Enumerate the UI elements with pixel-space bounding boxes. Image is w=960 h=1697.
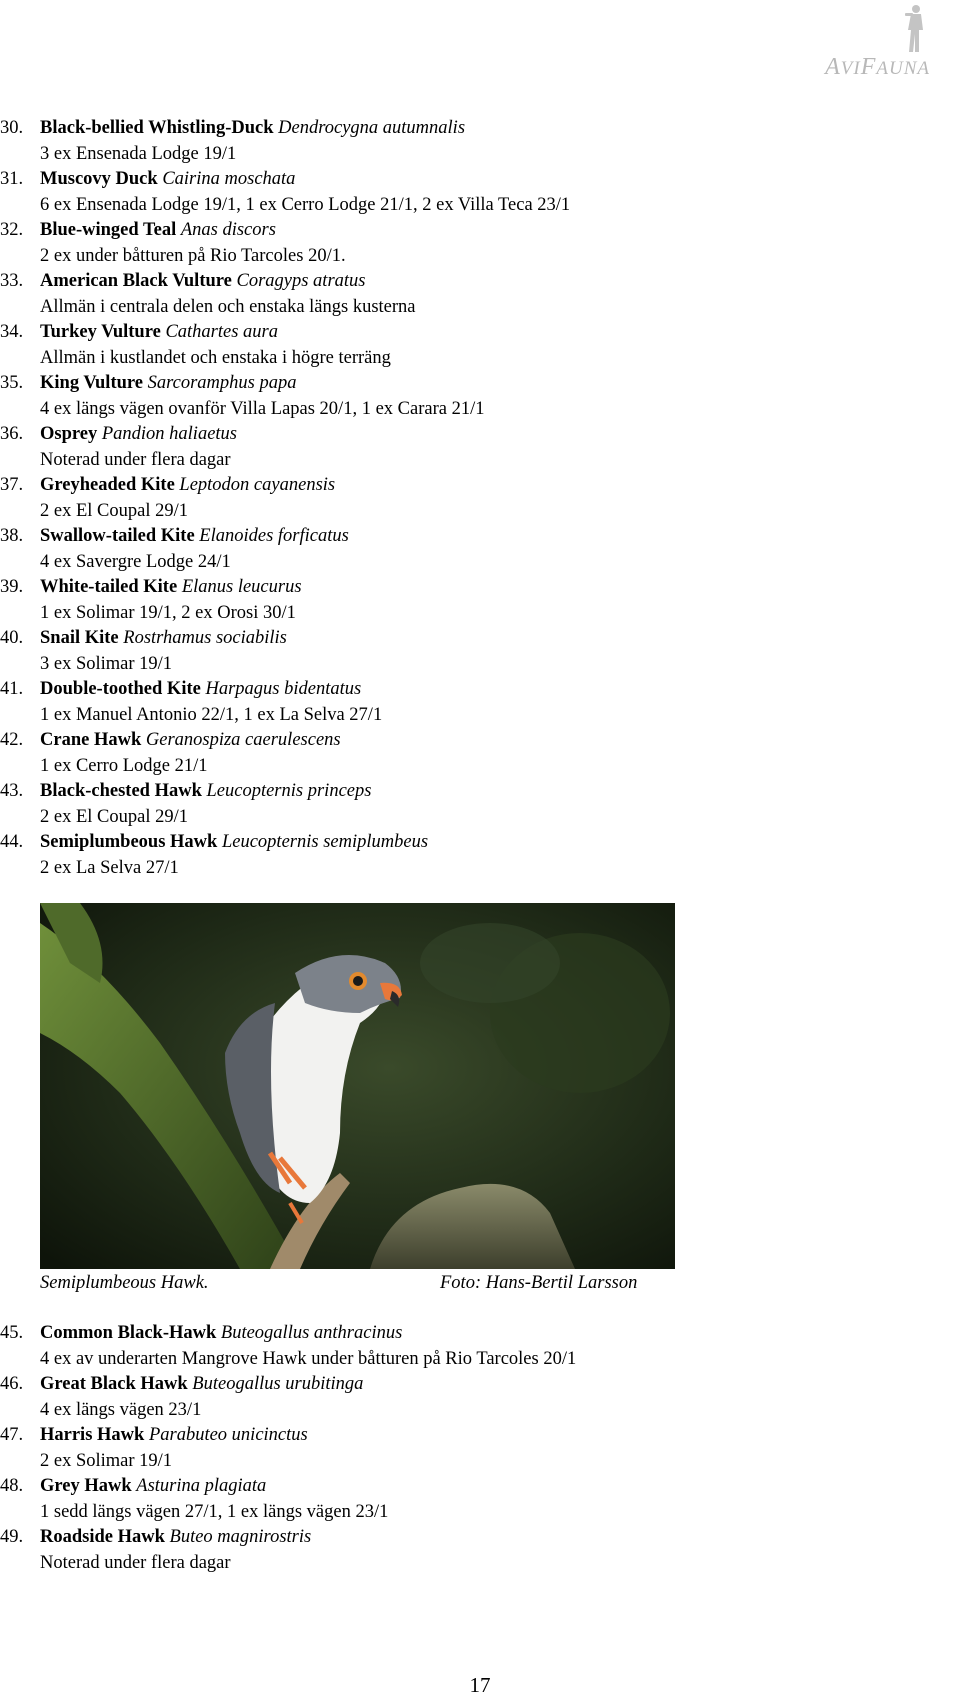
species-number: 43. <box>0 781 24 801</box>
species-name-line <box>0 422 960 448</box>
species-observation: 4 ex längs vägen ovanför Villa Lapas 20/1, 1 ex Carara 21/1 <box>40 398 485 419</box>
species-observation: 1 ex Cerro Lodge 21/1 <box>40 755 208 776</box>
species-common-name: Swallow-tailed Kite <box>40 526 195 546</box>
logo-wordmark: AVIFAUNA <box>825 54 930 80</box>
species-name-line <box>0 1423 960 1449</box>
species-scientific-name: Parabuteo unicinctus <box>148 1425 308 1445</box>
species-name-line <box>0 269 960 295</box>
species-observation: Noterad under flera dagar <box>40 1552 231 1573</box>
species-scientific-name: Anas discors <box>180 220 276 240</box>
species-common-name: Crane Hawk <box>40 730 142 750</box>
species-common-name: King Vulture <box>40 373 143 393</box>
species-scientific-name: Buteogallus anthracinus <box>220 1323 403 1343</box>
species-scientific-name: Sarcoramphus papa <box>147 373 297 393</box>
species-scientific-name: Cathartes aura <box>165 322 278 342</box>
species-common-name: Grey Hawk <box>40 1476 132 1496</box>
species-common-name: Snail Kite <box>40 628 119 648</box>
species-common-name: Roadside Hawk <box>40 1527 165 1547</box>
species-number: 40. <box>0 628 24 648</box>
species-common-name: White-tailed Kite <box>40 577 178 597</box>
species-number: 32. <box>0 220 24 240</box>
species-number: 41. <box>0 679 24 699</box>
species-common-name: Osprey <box>40 424 98 444</box>
species-number: 30. <box>0 118 24 138</box>
species-scientific-name: Rostrhamus sociabilis <box>123 628 287 648</box>
species-scientific-name: Geranospiza caerulescens <box>145 730 341 750</box>
avifauna-logo <box>780 4 930 80</box>
species-entry <box>0 1525 960 1576</box>
species-name-line <box>0 575 960 601</box>
species-name-line <box>0 830 960 856</box>
species-entry <box>0 1474 960 1525</box>
species-scientific-name: Coragyps atratus <box>236 271 366 291</box>
species-scientific-name: Dendrocygna autumnalis <box>278 118 466 138</box>
species-observation: 2 ex Solimar 19/1 <box>40 1450 173 1471</box>
species-common-name: Blue-winged Teal <box>40 220 177 240</box>
species-entry <box>0 167 960 218</box>
species-list-top <box>0 116 960 881</box>
species-list-bottom <box>0 1321 960 1576</box>
species-name-line <box>0 1321 960 1347</box>
species-name-line <box>0 626 960 652</box>
species-entry <box>0 116 960 167</box>
species-scientific-name: Elanoides forficatus <box>199 526 349 546</box>
species-common-name: Turkey Vulture <box>40 322 161 342</box>
species-entry <box>0 473 960 524</box>
species-number: 31. <box>0 169 24 189</box>
species-name-line <box>0 524 960 550</box>
semiplumbeous-hawk-photo <box>40 903 675 1269</box>
species-scientific-name: Harpagus bidentatus <box>205 679 362 699</box>
species-entry <box>0 218 960 269</box>
species-number: 49. <box>0 1527 24 1547</box>
species-common-name: Semiplumbeous Hawk <box>40 832 218 852</box>
species-number: 45. <box>0 1323 24 1343</box>
species-scientific-name: Cairina moschata <box>162 169 296 189</box>
species-name-line <box>0 728 960 754</box>
species-number: 47. <box>0 1425 24 1445</box>
species-scientific-name: Pandion haliaetus <box>101 424 237 444</box>
species-common-name: Great Black Hawk <box>40 1374 188 1394</box>
species-number: 46. <box>0 1374 24 1394</box>
species-observation: 4 ex längs vägen 23/1 <box>40 1399 202 1420</box>
species-common-name: Harris Hawk <box>40 1425 145 1445</box>
species-observation: Noterad under flera dagar <box>40 449 231 470</box>
species-entry <box>0 830 960 881</box>
species-name-line <box>0 473 960 499</box>
species-common-name: Greyheaded Kite <box>40 475 175 495</box>
species-entry <box>0 1423 960 1474</box>
species-observation: 2 ex La Selva 27/1 <box>40 857 179 878</box>
species-observation: 3 ex Ensenada Lodge 19/1 <box>40 143 237 164</box>
birdwatcher-silhouette-icon <box>902 4 928 54</box>
species-entry <box>0 524 960 575</box>
species-scientific-name: Buteogallus urubitinga <box>192 1374 364 1394</box>
species-common-name: Common Black-Hawk <box>40 1323 217 1343</box>
species-observation: 1 ex Manuel Antonio 22/1, 1 ex La Selva 27/1 <box>40 704 383 725</box>
page-number: 17 <box>469 1673 491 1697</box>
species-common-name: Double-toothed Kite <box>40 679 201 699</box>
species-name-line <box>0 779 960 805</box>
species-entry <box>0 1321 960 1372</box>
photo-caption: Semiplumbeous Hawk. <box>40 1273 209 1293</box>
species-number: 35. <box>0 373 24 393</box>
species-name-line <box>0 1372 960 1398</box>
species-entry <box>0 728 960 779</box>
species-number: 33. <box>0 271 24 291</box>
species-observation: 4 ex av underarten Mangrove Hawk under båtturen på Rio Tarcoles 20/1 <box>40 1348 577 1369</box>
species-name-line <box>0 320 960 346</box>
species-number: 37. <box>0 475 24 495</box>
species-name-line <box>0 1474 960 1500</box>
species-entry <box>0 1372 960 1423</box>
species-entry <box>0 320 960 371</box>
species-common-name: Black-chested Hawk <box>40 781 202 801</box>
species-observation: 4 ex Savergre Lodge 24/1 <box>40 551 231 572</box>
species-scientific-name: Leptodon cayanensis <box>179 475 336 495</box>
species-number: 34. <box>0 322 24 342</box>
species-observation: 1 sedd längs vägen 27/1, 1 ex längs vägen 23/1 <box>40 1501 389 1522</box>
species-entry <box>0 626 960 677</box>
species-observation: 2 ex under båtturen på Rio Tarcoles 20/1. <box>40 245 346 266</box>
species-number: 36. <box>0 424 24 444</box>
species-observation: 2 ex El Coupal 29/1 <box>40 500 188 521</box>
species-scientific-name: Leucopternis princeps <box>206 781 372 801</box>
species-observation: Allmän i centrala delen och enstaka längs kusterna <box>40 296 416 317</box>
species-common-name: Muscovy Duck <box>40 169 158 189</box>
species-number: 42. <box>0 730 24 750</box>
species-scientific-name: Elanus leucurus <box>181 577 302 597</box>
species-entry <box>0 677 960 728</box>
species-name-line <box>0 116 960 142</box>
species-number: 44. <box>0 832 24 852</box>
species-name-line <box>0 218 960 244</box>
species-entry <box>0 422 960 473</box>
species-number: 38. <box>0 526 24 546</box>
species-name-line <box>0 1525 960 1551</box>
species-scientific-name: Buteo magnirostris <box>169 1527 312 1547</box>
species-entry <box>0 371 960 422</box>
species-name-line <box>0 371 960 397</box>
species-observation: 1 ex Solimar 19/1, 2 ex Orosi 30/1 <box>40 602 296 623</box>
species-observation: 3 ex Solimar 19/1 <box>40 653 173 674</box>
species-observation: 6 ex Ensenada Lodge 19/1, 1 ex Cerro Lodge 21/1, 2 ex Villa Teca 23/1 <box>40 194 571 215</box>
species-number: 39. <box>0 577 24 597</box>
species-scientific-name: Leucopternis semiplumbeus <box>221 832 429 852</box>
species-observation: 2 ex El Coupal 29/1 <box>40 806 188 827</box>
species-observation: Allmän i kustlandet och enstaka i högre terräng <box>40 347 391 368</box>
species-name-line <box>0 167 960 193</box>
species-common-name: Black-bellied Whistling-Duck <box>40 118 274 138</box>
photo-credit: Foto: Hans-Bertil Larsson <box>440 1273 638 1293</box>
species-scientific-name: Asturina plagiata <box>136 1476 267 1496</box>
species-name-line <box>0 677 960 703</box>
species-common-name: American Black Vulture <box>40 271 232 291</box>
species-number: 48. <box>0 1476 24 1496</box>
species-entry <box>0 269 960 320</box>
species-entry <box>0 575 960 626</box>
species-entry <box>0 779 960 830</box>
